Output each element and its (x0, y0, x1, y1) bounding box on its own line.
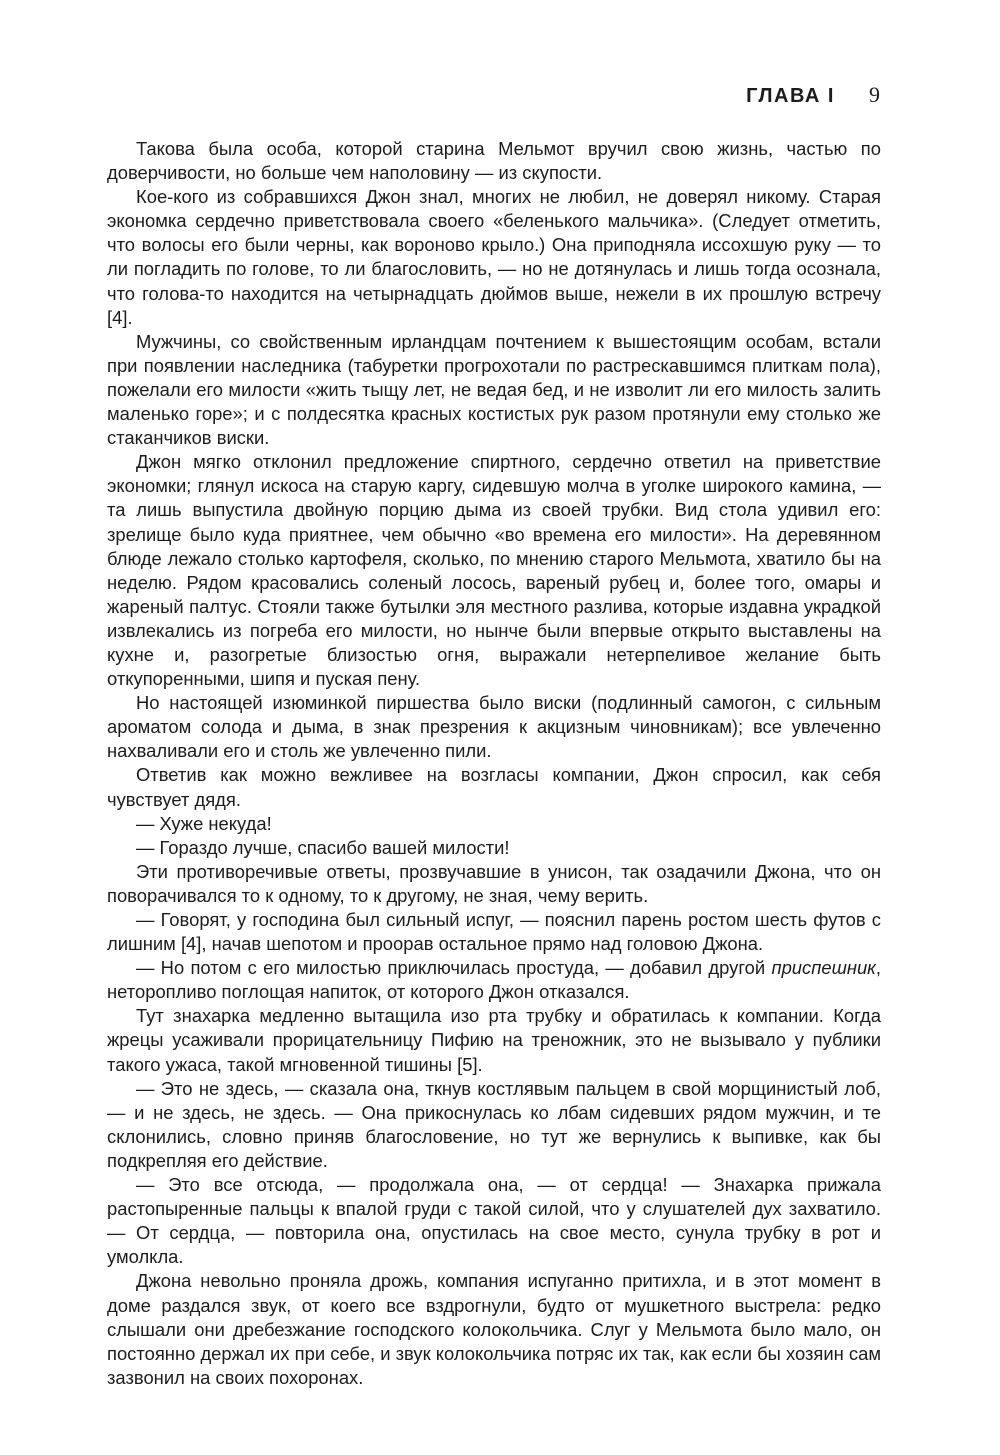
chapter-title: ГЛАВА I (746, 85, 835, 107)
text-run: — Но потом с его милостью приключилась простуда, — добавил другой (136, 957, 772, 979)
dialogue-line-italic (107, 956, 881, 1004)
italic-word: приспешник (771, 957, 876, 979)
page-number: 9 (869, 82, 880, 107)
paragraph: Эти противоречивые ответы, прозвучавшие в унисон, так озадачили Джона, что он поворачивался то к одному, то к другому, не зная, чему верить. (107, 860, 881, 906)
body-text (107, 137, 881, 1390)
paragraph: Джон мягко отклонил предложение спиртного, сердечно ответил на приветствие экономки; глянул искоса на старую каргу, сидевшую молча в уголке широкого камина, — та лишь выпустила двойную порцию дыма из своей трубки. Вид стола удивил его: зрелище было куда приятнее, чем обычно «во времена его милости». На деревянном блюде лежало столько картофеля, сколько, по мнению старого Мельмота, хватило бы на неделю. Рядом красовались соленый лосось, вареный рубец и, более того, омары и жареный палтус. Стояли также бутылки эля местного разлива, которые издавна украдкой извлекались из погреба его милости, но нынче были впервые открыто выставлены на кухне и, разогретые близостью огня, выражали нетерпеливое желание быть откупоренными, шипя и пуская пену. (107, 451, 881, 690)
running-header (0, 83, 880, 108)
dialogue-line: — Это все отсюда, — продолжала она, — от сердца! — Знахарка прижала растопыренные пальцы к впалой груди с такой силой, что у слушателей дух захватило. — От сердца, — повторила она, опустилась на свое место, сунула трубку в рот и умолкла. (107, 1174, 881, 1268)
dialogue-line: — Хуже некуда! (136, 812, 272, 834)
paragraph: Но настоящей изюминкой пиршества было виски (подлинный самогон, с сильным ароматом солода и дыма, в знак презрения к акцизным чиновникам); все увлеченно нахваливали его и столь же увлеченно пили. (107, 692, 881, 762)
dialogue-line: — Говорят, у господина был сильный испуг, — пояснил парень ростом шесть футов с лишним [4], начав шепотом и проорав остальное прямо над головою Джона. (107, 909, 881, 955)
paragraph: Кое-кого из собравшихся Джон знал, многих не любил, не доверял никому. Старая экономка сердечно приветствовала своего «беленького мальчика». (Следует отметить, что волосы его были черны, как вороново крыло.) Она приподняла иссохшую руку — то ли погладить по голове, то ли благословить, — но не дотянулась и лишь тогда осознала, что голова-то находится на четырнадцать дюймов выше, нежели в их прошлую встречу [4]. (107, 186, 881, 328)
paragraph: Такова была особа, которой старина Мельмот вручил свою жизнь, частью по доверчивости, но больше чем наполовину — из скупости. (107, 138, 881, 184)
dialogue-line: — Гораздо лучше, спасибо вашей милости! (136, 836, 510, 858)
paragraph: Джона невольно проняла дрожь, компания испуганно притихла, и в этот момент в доме раздался звук, от коего все вздрогнули, будто от мушкетного выстрела: редко слышали они дребезжание господского колокольчика. Слуг у Мельмота было мало, он постоянно держал их при себе, и звук колокольчика потряс их так, как если бы хозяин сам зазвонил на своих похоронах. (107, 1270, 881, 1388)
dialogue-line: — Это не здесь, — сказала она, ткнув костлявым пальцем в свой морщинистый лоб, — и не здесь, не здесь. — Она прикоснулась ко лбам сидевших рядом мужчин, и те склонились, словно приняв благословение, но тут же вернулись к выпивке, как бы подкрепляя его действие. (107, 1077, 881, 1171)
paragraph: Мужчины, со свойственным ирландцам почтением к вышестоящим особам, встали при появлении наследника (табуретки прогрохотали по растрескавшимся плиткам пола), пожелали его милости «жить тыщу лет, не ведая бед, и не изволит ли его милость залить маленько горе»; и с полдесятка красных костистых рук разом протянули ему столько же стаканчиков виски. (107, 330, 881, 449)
text-run: , неторопливо поглощая напиток, от которого Джон отказался. (107, 957, 881, 1003)
paragraph: Тут знахарка медленно вытащила изо рта трубку и обратилась к компании. Когда жрецы усаживали прорицательницу Пифию на треножник, это не вызывало у публики такого ужаса, такой мгновенной тишины [5]. (107, 1005, 881, 1075)
paragraph: Ответив как можно вежливее на возгласы компании, Джон спросил, как себя чувствует дядя. (107, 764, 881, 810)
